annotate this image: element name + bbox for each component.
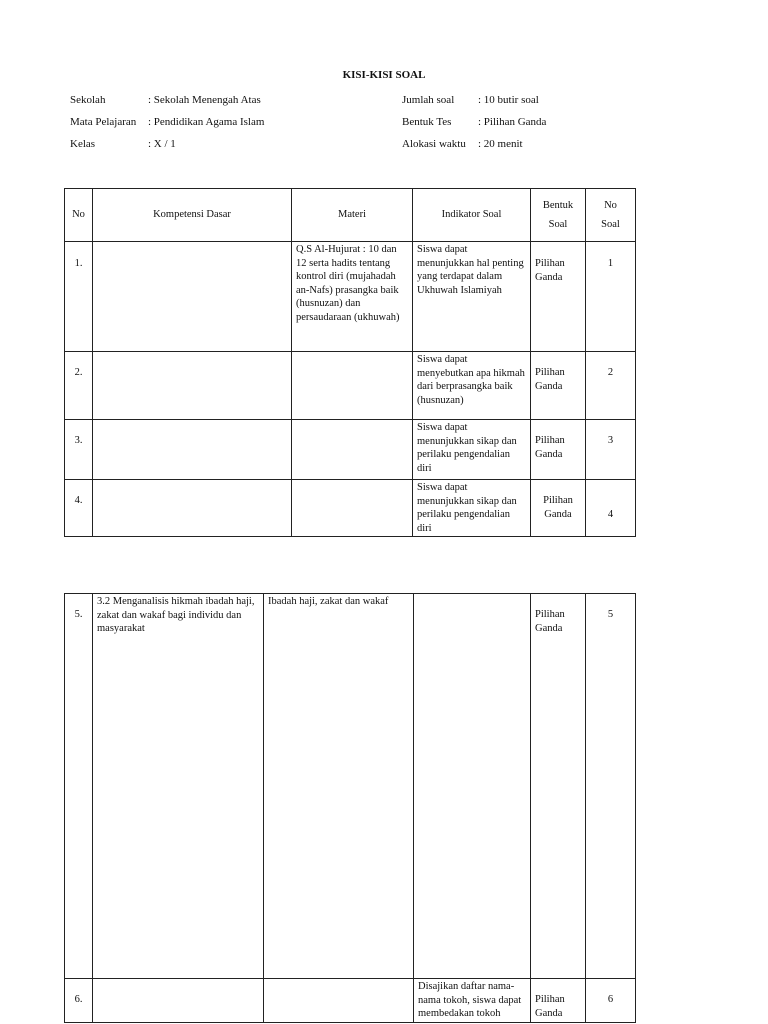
row-materi [292, 420, 413, 480]
row-materi: Q.S Al-Hujurat : 10 dan 12 serta hadits tentang kontrol diri (mujahadah an-Nafs) prasangka baik (husnuzan) dan persaudaraan (ukhuwah) [292, 242, 413, 352]
row-no: 1. [65, 242, 93, 352]
header-nosoal-line2: Soal [601, 219, 620, 230]
row-no: 3. [65, 420, 93, 480]
header-no: No [65, 189, 93, 242]
row-indikator: Siswa dapat menunjukkan sikap dan perilaku pengendalian diri [413, 420, 531, 480]
kisi-table-1 [64, 188, 636, 537]
meta-row-kelas [70, 133, 264, 155]
row-kompetensi-dasar [93, 979, 264, 1023]
row-materi [292, 480, 413, 537]
header-nosoal-line1: No [604, 200, 617, 211]
row-kompetensi-dasar [93, 420, 292, 480]
meta-key: Jumlah soal [402, 94, 455, 106]
row-no-soal: 2 [586, 352, 636, 420]
row-indikator: Siswa dapat menunjukkan sikap dan perilaku pengendalian diri [413, 480, 531, 537]
document-title: KISI-KISI SOAL [342, 69, 426, 81]
header-materi: Materi [292, 189, 413, 242]
row-no: 6. [65, 979, 93, 1023]
row-bentuk-soal: Pilihan Ganda [531, 979, 586, 1023]
row-indikator [414, 594, 531, 979]
meta-row-alokasi-waktu [402, 133, 546, 155]
row-bentuk-soal: Pilihan Ganda [531, 352, 586, 420]
table-row [65, 420, 636, 480]
meta-value: : Pendidikan Agama Islam [148, 116, 265, 128]
row-no: 5. [65, 594, 93, 979]
row-no-soal: 1 [586, 242, 636, 352]
meta-row-sekolah [70, 89, 264, 111]
row-no-soal: 3 [586, 420, 636, 480]
meta-left [70, 89, 264, 155]
meta-key: Sekolah [70, 94, 106, 106]
meta-value: : 10 butir soal [478, 94, 539, 106]
meta-key: Kelas [70, 138, 96, 150]
header-bentuk-soal [531, 189, 586, 242]
meta-row-jumlah-soal [402, 89, 546, 111]
table-row [65, 979, 636, 1023]
row-no-soal: 4 [586, 480, 636, 537]
row-materi: Ibadah haji, zakat dan wakaf [264, 594, 414, 979]
row-indikator: Siswa dapat menunjukkan hal penting yang terdapat dalam Ukhuwah Islamiyah [413, 242, 531, 352]
meta-value: : Sekolah Menengah Atas [148, 94, 261, 106]
table-row [65, 480, 636, 537]
row-kompetensi-dasar [93, 352, 292, 420]
header-bentuk-line1: Bentuk [542, 200, 574, 211]
row-no: 2. [65, 352, 93, 420]
row-indikator: Siswa dapat menyebutkan apa hikmah dari berprasangka baik (husnuzan) [413, 352, 531, 420]
row-bentuk-soal: Pilihan Ganda [531, 420, 586, 480]
meta-key: Bentuk Tes [402, 116, 452, 128]
row-kompetensi-dasar [93, 480, 292, 537]
row-indikator: Disajikan daftar nama-nama tokoh, siswa dapat membedakan tokoh [414, 979, 531, 1023]
row-no-soal: 5 [586, 594, 636, 979]
meta-value: : X / 1 [148, 138, 176, 150]
meta-row-bentuk-tes [402, 111, 546, 133]
meta-row-mata-pelajaran [70, 111, 264, 133]
row-kompetensi-dasar: 3.2 Menganalisis hikmah ibadah haji, zakat dan wakaf bagi individu dan masyarakat [93, 594, 264, 979]
row-kompetensi-dasar [93, 242, 292, 352]
row-bentuk-soal: Pilihan Ganda [531, 480, 586, 537]
row-no-soal: 6 [586, 979, 636, 1023]
meta-key: Alokasi waktu [402, 138, 466, 150]
meta-right [402, 89, 546, 155]
header-indikator-soal: Indikator Soal [413, 189, 531, 242]
row-bentuk-soal: Pilihan Ganda [531, 594, 586, 979]
row-no: 4. [65, 480, 93, 537]
header-bentuk-line2: Soal [548, 219, 568, 230]
meta-key: Mata Pelajaran [70, 116, 137, 128]
row-materi [292, 352, 413, 420]
meta-value: : 20 menit [478, 138, 523, 150]
table-row [65, 242, 636, 352]
table-row [65, 594, 636, 979]
header-kompetensi-dasar: Kompetensi Dasar [93, 189, 292, 242]
row-materi [264, 979, 414, 1023]
header-no-soal [586, 189, 636, 242]
table-header-row [65, 189, 636, 242]
table-row [65, 352, 636, 420]
row-bentuk-soal: Pilihan Ganda [531, 242, 586, 352]
kisi-table-2 [64, 593, 636, 1023]
meta-value: : Pilihan Ganda [478, 116, 547, 128]
